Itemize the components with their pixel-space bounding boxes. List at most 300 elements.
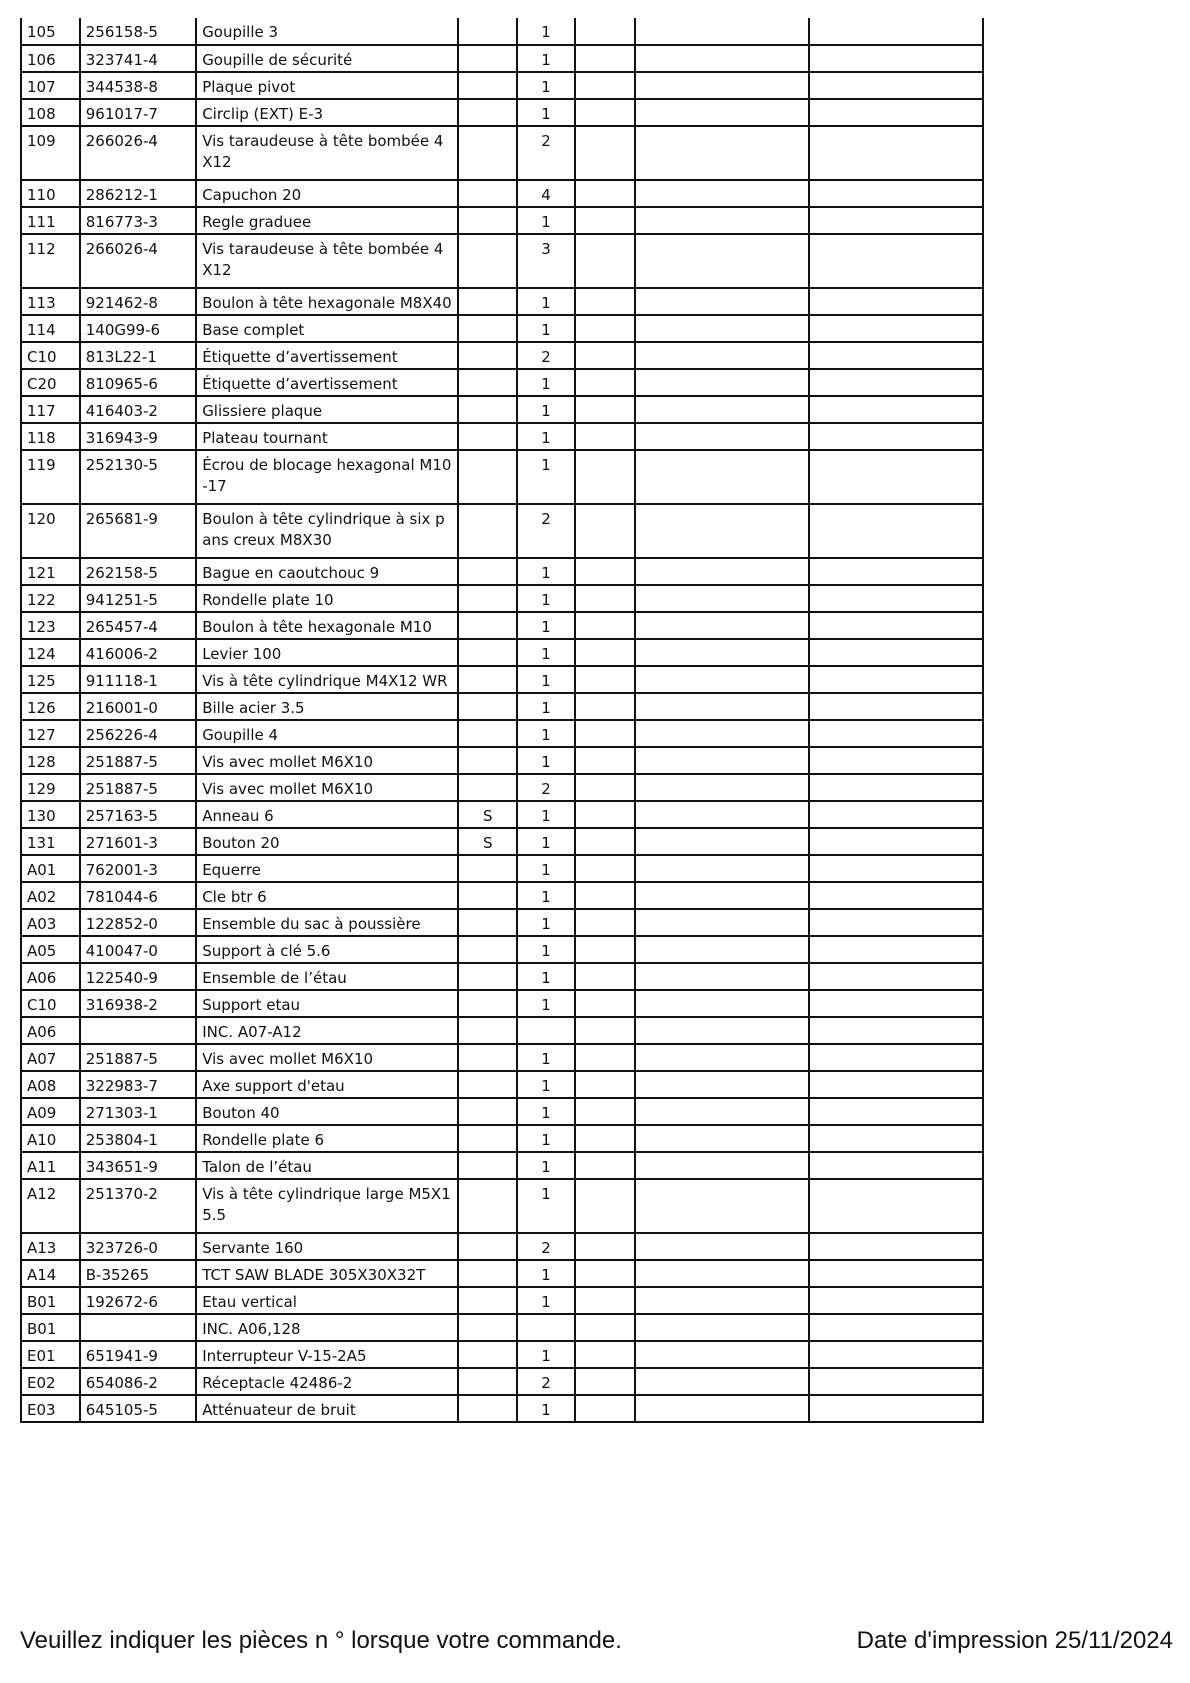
part-number-cell: 257163-5 xyxy=(80,801,196,828)
quantity-cell: 1 xyxy=(517,801,575,828)
empty-cell xyxy=(635,288,809,315)
empty-cell xyxy=(635,990,809,1017)
part-number-cell: 941251-5 xyxy=(80,585,196,612)
description-cell: Boulon à tête hexagonale M10 xyxy=(196,612,458,639)
order-note: Veuillez indiquer les pièces n ° lorsque votre commande. xyxy=(20,1627,622,1654)
empty-cell xyxy=(575,1287,635,1314)
part-number-cell: 140G99-6 xyxy=(80,315,196,342)
description-cell: Circlip (EXT) E-3 xyxy=(196,99,458,126)
flag-cell xyxy=(458,1152,517,1179)
flag-cell xyxy=(458,45,517,72)
empty-cell xyxy=(809,1044,983,1071)
empty-cell xyxy=(575,1260,635,1287)
table-row xyxy=(21,1368,983,1395)
item-number-cell: A03 xyxy=(21,909,80,936)
empty-cell xyxy=(809,639,983,666)
empty-cell xyxy=(575,207,635,234)
table-row xyxy=(21,1044,983,1071)
empty-cell xyxy=(635,396,809,423)
table-row xyxy=(21,747,983,774)
quantity-cell xyxy=(517,1017,575,1044)
empty-cell xyxy=(635,99,809,126)
quantity-cell: 1 xyxy=(517,99,575,126)
empty-cell xyxy=(575,1125,635,1152)
table-row xyxy=(21,288,983,315)
quantity-cell: 1 xyxy=(517,207,575,234)
empty-cell xyxy=(809,18,983,45)
description-cell: Equerre xyxy=(196,855,458,882)
flag-cell xyxy=(458,72,517,99)
empty-cell xyxy=(635,801,809,828)
empty-cell xyxy=(635,1017,809,1044)
description-cell: Rondelle plate 10 xyxy=(196,585,458,612)
empty-cell xyxy=(809,315,983,342)
table-row xyxy=(21,207,983,234)
part-number-cell: 645105-5 xyxy=(80,1395,196,1422)
quantity-cell: 1 xyxy=(517,1287,575,1314)
empty-cell xyxy=(809,207,983,234)
empty-cell xyxy=(635,612,809,639)
empty-cell xyxy=(809,369,983,396)
table-row xyxy=(21,1017,983,1044)
quantity-cell: 1 xyxy=(517,288,575,315)
empty-cell xyxy=(575,612,635,639)
description-cell: Rondelle plate 6 xyxy=(196,1125,458,1152)
part-number-cell: 262158-5 xyxy=(80,558,196,585)
empty-cell xyxy=(809,585,983,612)
empty-cell xyxy=(635,504,809,558)
part-number-cell: 654086-2 xyxy=(80,1368,196,1395)
description-cell: Capuchon 20 xyxy=(196,180,458,207)
description-cell: Réceptacle 42486-2 xyxy=(196,1368,458,1395)
quantity-cell: 1 xyxy=(517,693,575,720)
empty-cell xyxy=(809,234,983,288)
table-row xyxy=(21,1098,983,1125)
quantity-cell: 1 xyxy=(517,72,575,99)
empty-cell xyxy=(575,909,635,936)
quantity-cell: 4 xyxy=(517,180,575,207)
description-cell: Bouton 40 xyxy=(196,1098,458,1125)
empty-cell xyxy=(575,45,635,72)
flag-cell: S xyxy=(458,828,517,855)
quantity-cell: 1 xyxy=(517,369,575,396)
item-number-cell: A07 xyxy=(21,1044,80,1071)
flag-cell xyxy=(458,612,517,639)
description-cell: Glissiere plaque xyxy=(196,396,458,423)
quantity-cell: 2 xyxy=(517,1368,575,1395)
item-number-cell: 114 xyxy=(21,315,80,342)
description-cell: Bague en caoutchouc 9 xyxy=(196,558,458,585)
description-cell: Vis avec mollet M6X10 xyxy=(196,774,458,801)
empty-cell xyxy=(575,126,635,180)
empty-cell xyxy=(635,1368,809,1395)
flag-cell xyxy=(458,99,517,126)
empty-cell xyxy=(635,1044,809,1071)
description-cell: Talon de l’étau xyxy=(196,1152,458,1179)
item-number-cell: 110 xyxy=(21,180,80,207)
empty-cell xyxy=(575,1395,635,1422)
quantity-cell: 1 xyxy=(517,1044,575,1071)
quantity-cell: 1 xyxy=(517,639,575,666)
part-number-cell: 251887-5 xyxy=(80,747,196,774)
empty-cell xyxy=(575,315,635,342)
empty-cell xyxy=(575,1044,635,1071)
table-row xyxy=(21,855,983,882)
description-cell: Bouton 20 xyxy=(196,828,458,855)
flag-cell xyxy=(458,18,517,45)
description-cell: Axe support d'etau xyxy=(196,1071,458,1098)
part-number-cell: 911118-1 xyxy=(80,666,196,693)
flag-cell xyxy=(458,693,517,720)
flag-cell xyxy=(458,1368,517,1395)
empty-cell xyxy=(809,1395,983,1422)
table-row xyxy=(21,1314,983,1341)
flag-cell xyxy=(458,450,517,504)
table-row xyxy=(21,693,983,720)
item-number-cell: 109 xyxy=(21,126,80,180)
item-number-cell: 130 xyxy=(21,801,80,828)
empty-cell xyxy=(635,1314,809,1341)
empty-cell xyxy=(635,693,809,720)
empty-cell xyxy=(635,18,809,45)
empty-cell xyxy=(575,99,635,126)
empty-cell xyxy=(809,450,983,504)
empty-cell xyxy=(809,774,983,801)
quantity-cell: 1 xyxy=(517,18,575,45)
description-cell: Vis taraudeuse à tête bombée 4X12 xyxy=(196,126,458,180)
item-number-cell: A06 xyxy=(21,1017,80,1044)
description-cell: Boulon à tête hexagonale M8X40 xyxy=(196,288,458,315)
quantity-cell: 2 xyxy=(517,504,575,558)
empty-cell xyxy=(809,342,983,369)
part-number-cell: 651941-9 xyxy=(80,1341,196,1368)
empty-cell xyxy=(575,666,635,693)
empty-cell xyxy=(809,558,983,585)
table-row xyxy=(21,774,983,801)
empty-cell xyxy=(575,801,635,828)
flag-cell xyxy=(458,882,517,909)
empty-cell xyxy=(635,882,809,909)
quantity-cell: 1 xyxy=(517,855,575,882)
empty-cell xyxy=(635,180,809,207)
empty-cell xyxy=(575,234,635,288)
description-cell: Étiquette d’avertissement xyxy=(196,369,458,396)
part-number-cell: 322983-7 xyxy=(80,1071,196,1098)
item-number-cell: 108 xyxy=(21,99,80,126)
flag-cell xyxy=(458,855,517,882)
part-number-cell: 216001-0 xyxy=(80,693,196,720)
empty-cell xyxy=(809,72,983,99)
flag-cell xyxy=(458,963,517,990)
flag-cell xyxy=(458,1017,517,1044)
part-number-cell: 762001-3 xyxy=(80,855,196,882)
quantity-cell: 1 xyxy=(517,1341,575,1368)
description-cell: Regle graduee xyxy=(196,207,458,234)
part-number-cell: 410047-0 xyxy=(80,936,196,963)
quantity-cell: 1 xyxy=(517,612,575,639)
item-number-cell: 123 xyxy=(21,612,80,639)
item-number-cell: A14 xyxy=(21,1260,80,1287)
quantity-cell: 1 xyxy=(517,909,575,936)
part-number-cell: 265457-4 xyxy=(80,612,196,639)
item-number-cell: 126 xyxy=(21,693,80,720)
description-cell: INC. A07-A12 xyxy=(196,1017,458,1044)
quantity-cell: 1 xyxy=(517,882,575,909)
part-number-cell: 251887-5 xyxy=(80,774,196,801)
table-row xyxy=(21,99,983,126)
item-number-cell: 128 xyxy=(21,747,80,774)
table-row xyxy=(21,234,983,288)
empty-cell xyxy=(809,747,983,774)
empty-cell xyxy=(809,99,983,126)
description-cell: Boulon à tête cylindrique à six pans creux M8X30 xyxy=(196,504,458,558)
table-row xyxy=(21,450,983,504)
flag-cell xyxy=(458,1044,517,1071)
parts-table xyxy=(20,18,984,1423)
part-number-cell: 316938-2 xyxy=(80,990,196,1017)
description-cell: Vis avec mollet M6X10 xyxy=(196,747,458,774)
empty-cell xyxy=(575,369,635,396)
empty-cell xyxy=(809,963,983,990)
item-number-cell: E01 xyxy=(21,1341,80,1368)
empty-cell xyxy=(809,504,983,558)
quantity-cell: 3 xyxy=(517,234,575,288)
part-number-cell: 961017-7 xyxy=(80,99,196,126)
empty-cell xyxy=(635,936,809,963)
empty-cell xyxy=(809,1179,983,1233)
empty-cell xyxy=(635,666,809,693)
part-number-cell: 122540-9 xyxy=(80,963,196,990)
empty-cell xyxy=(635,1071,809,1098)
quantity-cell: 1 xyxy=(517,1179,575,1233)
empty-cell xyxy=(575,1314,635,1341)
part-number-cell: B-35265 xyxy=(80,1260,196,1287)
empty-cell xyxy=(635,423,809,450)
empty-cell xyxy=(575,72,635,99)
item-number-cell: C10 xyxy=(21,342,80,369)
item-number-cell: 105 xyxy=(21,18,80,45)
empty-cell xyxy=(635,1260,809,1287)
table-row xyxy=(21,1341,983,1368)
table-row xyxy=(21,558,983,585)
empty-cell xyxy=(809,693,983,720)
empty-cell xyxy=(809,720,983,747)
table-row xyxy=(21,1260,983,1287)
empty-cell xyxy=(809,1125,983,1152)
item-number-cell: 111 xyxy=(21,207,80,234)
description-cell: Atténuateur de bruit xyxy=(196,1395,458,1422)
empty-cell xyxy=(575,936,635,963)
table-row xyxy=(21,1233,983,1260)
empty-cell xyxy=(575,747,635,774)
table-row xyxy=(21,369,983,396)
table-row xyxy=(21,585,983,612)
empty-cell xyxy=(575,1233,635,1260)
part-number-cell: 286212-1 xyxy=(80,180,196,207)
parts-table-body xyxy=(21,18,983,1422)
table-row xyxy=(21,423,983,450)
empty-cell xyxy=(809,1287,983,1314)
description-cell: Plaque pivot xyxy=(196,72,458,99)
table-row xyxy=(21,1125,983,1152)
empty-cell xyxy=(635,207,809,234)
description-cell: Goupille de sécurité xyxy=(196,45,458,72)
quantity-cell: 2 xyxy=(517,774,575,801)
empty-cell xyxy=(575,423,635,450)
flag-cell xyxy=(458,558,517,585)
part-number-cell: 323726-0 xyxy=(80,1233,196,1260)
quantity-cell: 1 xyxy=(517,1395,575,1422)
quantity-cell: 1 xyxy=(517,450,575,504)
flag-cell xyxy=(458,1314,517,1341)
empty-cell xyxy=(635,234,809,288)
part-number-cell: 266026-4 xyxy=(80,234,196,288)
item-number-cell: A05 xyxy=(21,936,80,963)
empty-cell xyxy=(575,288,635,315)
empty-cell xyxy=(809,666,983,693)
table-row xyxy=(21,963,983,990)
table-row xyxy=(21,396,983,423)
empty-cell xyxy=(575,558,635,585)
empty-cell xyxy=(575,774,635,801)
description-cell: Levier 100 xyxy=(196,639,458,666)
part-number-cell: 416403-2 xyxy=(80,396,196,423)
quantity-cell: 1 xyxy=(517,720,575,747)
empty-cell xyxy=(809,1341,983,1368)
part-number-cell: 251887-5 xyxy=(80,1044,196,1071)
empty-cell xyxy=(635,855,809,882)
empty-cell xyxy=(809,1368,983,1395)
table-row xyxy=(21,1071,983,1098)
part-number-cell: 813L22-1 xyxy=(80,342,196,369)
part-number-cell: 416006-2 xyxy=(80,639,196,666)
description-cell: Base complet xyxy=(196,315,458,342)
quantity-cell: 1 xyxy=(517,1152,575,1179)
flag-cell xyxy=(458,1260,517,1287)
quantity-cell: 1 xyxy=(517,828,575,855)
table-row xyxy=(21,72,983,99)
flag-cell: S xyxy=(458,801,517,828)
table-row xyxy=(21,1287,983,1314)
quantity-cell: 1 xyxy=(517,747,575,774)
item-number-cell: 125 xyxy=(21,666,80,693)
description-cell: Étiquette d’avertissement xyxy=(196,342,458,369)
description-cell: Ensemble du sac à poussière xyxy=(196,909,458,936)
empty-cell xyxy=(635,585,809,612)
empty-cell xyxy=(809,909,983,936)
empty-cell xyxy=(809,126,983,180)
quantity-cell: 2 xyxy=(517,126,575,180)
item-number-cell: 107 xyxy=(21,72,80,99)
table-row xyxy=(21,342,983,369)
quantity-cell: 1 xyxy=(517,666,575,693)
item-number-cell: 122 xyxy=(21,585,80,612)
item-number-cell: A08 xyxy=(21,1071,80,1098)
empty-cell xyxy=(575,1152,635,1179)
empty-cell xyxy=(575,1098,635,1125)
table-row xyxy=(21,990,983,1017)
item-number-cell: A11 xyxy=(21,1152,80,1179)
empty-cell xyxy=(635,1287,809,1314)
quantity-cell: 2 xyxy=(517,342,575,369)
empty-cell xyxy=(575,882,635,909)
flag-cell xyxy=(458,288,517,315)
flag-cell xyxy=(458,396,517,423)
description-cell: TCT SAW BLADE 305X30X32T xyxy=(196,1260,458,1287)
flag-cell xyxy=(458,504,517,558)
table-row xyxy=(21,936,983,963)
empty-cell xyxy=(809,801,983,828)
description-cell: Anneau 6 xyxy=(196,801,458,828)
item-number-cell: 124 xyxy=(21,639,80,666)
flag-cell xyxy=(458,180,517,207)
flag-cell xyxy=(458,639,517,666)
empty-cell xyxy=(575,1341,635,1368)
description-cell: Vis à tête cylindrique large M5X15.5 xyxy=(196,1179,458,1233)
flag-cell xyxy=(458,1125,517,1152)
empty-cell xyxy=(575,585,635,612)
flag-cell xyxy=(458,1098,517,1125)
item-number-cell: C20 xyxy=(21,369,80,396)
empty-cell xyxy=(809,855,983,882)
empty-cell xyxy=(809,1017,983,1044)
empty-cell xyxy=(809,828,983,855)
flag-cell xyxy=(458,666,517,693)
quantity-cell: 1 xyxy=(517,1098,575,1125)
part-number-cell: 256158-5 xyxy=(80,18,196,45)
flag-cell xyxy=(458,1071,517,1098)
empty-cell xyxy=(635,1152,809,1179)
item-number-cell: A10 xyxy=(21,1125,80,1152)
item-number-cell: 121 xyxy=(21,558,80,585)
empty-cell xyxy=(635,747,809,774)
empty-cell xyxy=(575,693,635,720)
part-number-cell: 256226-4 xyxy=(80,720,196,747)
table-row xyxy=(21,1179,983,1233)
part-number-cell: 271303-1 xyxy=(80,1098,196,1125)
empty-cell xyxy=(635,828,809,855)
item-number-cell: A12 xyxy=(21,1179,80,1233)
description-cell: Cle btr 6 xyxy=(196,882,458,909)
description-cell: INC. A06,128 xyxy=(196,1314,458,1341)
item-number-cell: 113 xyxy=(21,288,80,315)
flag-cell xyxy=(458,720,517,747)
description-cell: Support etau xyxy=(196,990,458,1017)
empty-cell xyxy=(635,315,809,342)
table-row xyxy=(21,180,983,207)
table-row xyxy=(21,504,983,558)
item-number-cell: A01 xyxy=(21,855,80,882)
flag-cell xyxy=(458,909,517,936)
description-cell: Servante 160 xyxy=(196,1233,458,1260)
flag-cell xyxy=(458,1179,517,1233)
item-number-cell: 106 xyxy=(21,45,80,72)
table-row xyxy=(21,126,983,180)
part-number-cell: 252130-5 xyxy=(80,450,196,504)
item-number-cell: E03 xyxy=(21,1395,80,1422)
quantity-cell: 1 xyxy=(517,45,575,72)
empty-cell xyxy=(635,342,809,369)
item-number-cell: 127 xyxy=(21,720,80,747)
empty-cell xyxy=(575,990,635,1017)
empty-cell xyxy=(809,180,983,207)
part-number-cell: 344538-8 xyxy=(80,72,196,99)
description-cell: Écrou de blocage hexagonal M10-17 xyxy=(196,450,458,504)
empty-cell xyxy=(575,828,635,855)
part-number-cell: 810965-6 xyxy=(80,369,196,396)
empty-cell xyxy=(575,180,635,207)
description-cell: Support à clé 5.6 xyxy=(196,936,458,963)
